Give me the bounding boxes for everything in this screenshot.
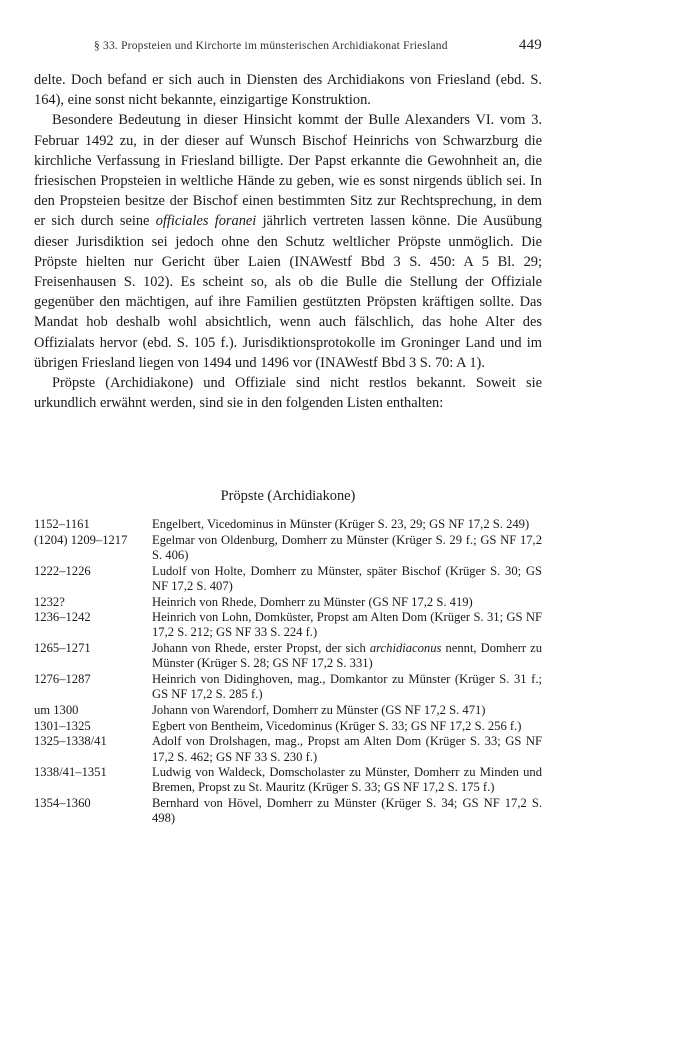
- entry-date: 1236–1242: [34, 610, 91, 625]
- entry-text: Heinrich von Lohn, Domküster, Propst am Alten Dom (Krüger S. 31; GS NF 17,2 S. 212; GS NF 33 S. 224 f.): [152, 610, 542, 640]
- list-item: [34, 564, 542, 594]
- provost-list: [34, 517, 542, 827]
- entry-date: 1232?: [34, 594, 65, 609]
- paragraph: Pröpste (Archidiakone) und Offiziale sind nicht restlos bekannt. Soweit sie urkundlich erwähnt werden, sind sie in den folgenden Listen enthalten:: [34, 375, 542, 412]
- list-item: [34, 533, 542, 563]
- entry-date: 1265–1271: [34, 641, 91, 656]
- entry-text: Egelmar von Oldenburg, Domherr zu Münster (Krüger S. 29 f.; GS NF 17,2 S. 406): [152, 532, 542, 562]
- list-item: [34, 734, 542, 764]
- paragraph-text: Besondere Bedeutung in dieser Hinsicht kommt der Bulle Alexanders VI. vom 3. Februar 1492 zu, in der dieser auf Wunsch Bischof Heinrichs von Schwarzburg die kirchliche Verfassung in Friesland billigte. Der Papst erkannte die Gewohnheit an, die friesischen Propsteien in weltliche Hände zu geben, wie es sonst nirgends üblich sei. In den Propsteien besitze der Bischof einen bestimmten Sitz zur Rechtsprechung, in dem er sich durch seine: [34, 112, 542, 230]
- entry-date: um 1300: [34, 702, 79, 717]
- entry-text: Engelbert, Vicedominus in Münster (Krüger S. 23, 29; GS NF 17,2 S. 249): [152, 517, 530, 531]
- entry-text: Ludolf von Holte, Domherr zu Münster, später Bischof (Krüger S. 30; GS NF 17,2 S. 407): [152, 563, 542, 593]
- list-item: [34, 595, 542, 610]
- paragraph: delte. Doch befand er sich auch in Diensten des Archidiakons von Friesland (ebd. S. 164), eine sonst nicht bekannte, einzigartige Konstruktion.: [34, 72, 542, 109]
- list-item: [34, 796, 542, 826]
- entry-date: 1354–1360: [34, 796, 91, 811]
- list-item: [34, 703, 542, 718]
- italic-term: officiales foranei: [155, 213, 257, 230]
- running-title: § 33. Propsteien und Kirchorte im münsterischen Archidiakonat Friesland: [94, 40, 448, 52]
- entry-text: Heinrich von Rhede, Domherr zu Münster (GS NF 17,2 S. 419): [152, 594, 473, 609]
- list-item: [34, 765, 542, 795]
- entry-date: 1222–1226: [34, 563, 91, 578]
- body-text: [34, 70, 542, 413]
- entry-text: Adolf von Drolshagen, mag., Propst am Alten Dom (Krüger S. 33; GS NF 17,2 S. 462; GS NF 33 S. 230 f.): [152, 734, 542, 764]
- entry-date: 1338/41–1351: [34, 765, 107, 780]
- entry-date: 1325–1338/41: [34, 734, 107, 749]
- entry-date: 1301–1325: [34, 718, 91, 733]
- entry-date: 1276–1287: [34, 672, 91, 687]
- paragraph: [34, 110, 542, 373]
- list-item: [34, 610, 542, 640]
- entry-text: Egbert von Bentheim, Vicedominus (Krüger S. 33; GS NF 17,2 S. 256 f.): [152, 718, 522, 733]
- entry-date: (1204) 1209–1217: [34, 532, 128, 547]
- entry-text: Heinrich von Didinghoven, mag., Domkantor zu Münster (Krüger S. 31 f.; GS NF 17,2 S. 285 f.): [152, 672, 542, 702]
- entry-italic: archidiaconus: [369, 641, 442, 656]
- entry-text: nennt, Domherr zu Münster (Krüger S. 28; GS NF 17,2 S. 331): [152, 641, 543, 671]
- paragraph-text: jährlich vertreten lassen könne. Die Ausübung dieser Jurisdiktion sei jedoch ohne den Schutz weltlicher Pröpste unmöglich. Die Pröpste hielten nur Gericht über Laien (INAWestf Bbd 3 S. 450: A 5 Bl. 29; Freisenhausen S. 102). Es scheint so, als ob die Bulle die Stellung der Offiziale gegenüber den mächtigen, auf ihre Familien gestützten Pröpsten kräftigen sollte. Das Mandat hob deshalb wohl absichtlich, wenn auch fälschlich, das hohe Alter des Offizialats hervor (ebd. S. 105 f.). Jurisdiktionsprotokolle im Groninger Land und im übrigen Friesland liegen von 1494 und 1496 vor (INAWestf Bbd 3 S. 70: A 1).: [34, 213, 542, 371]
- entry-text: Johann von Rhede, erster Propst, der sich: [152, 641, 370, 656]
- list-item: [34, 719, 542, 734]
- entry-text: Bernhard von Hövel, Domherr zu Münster (Krüger S. 34; GS NF 17,2 S. 498): [152, 796, 542, 826]
- entry-text: Ludwig von Waldeck, Domscholaster zu Münster, Domherr zu Minden und Bremen, Propst zu St. Mauritz (Krüger S. 33; GS NF 17,2 S. 175 f.): [152, 765, 542, 795]
- entry-text: Johann von Warendorf, Domherr zu Münster (GS NF 17,2 S. 471): [152, 702, 486, 717]
- page-number: 449: [518, 37, 542, 53]
- entry-date: 1152–1161: [34, 517, 90, 531]
- list-item: [34, 517, 542, 532]
- list-item: [34, 672, 542, 702]
- list-item: [34, 641, 542, 671]
- list-heading: Pröpste (Archidiakone): [220, 488, 356, 504]
